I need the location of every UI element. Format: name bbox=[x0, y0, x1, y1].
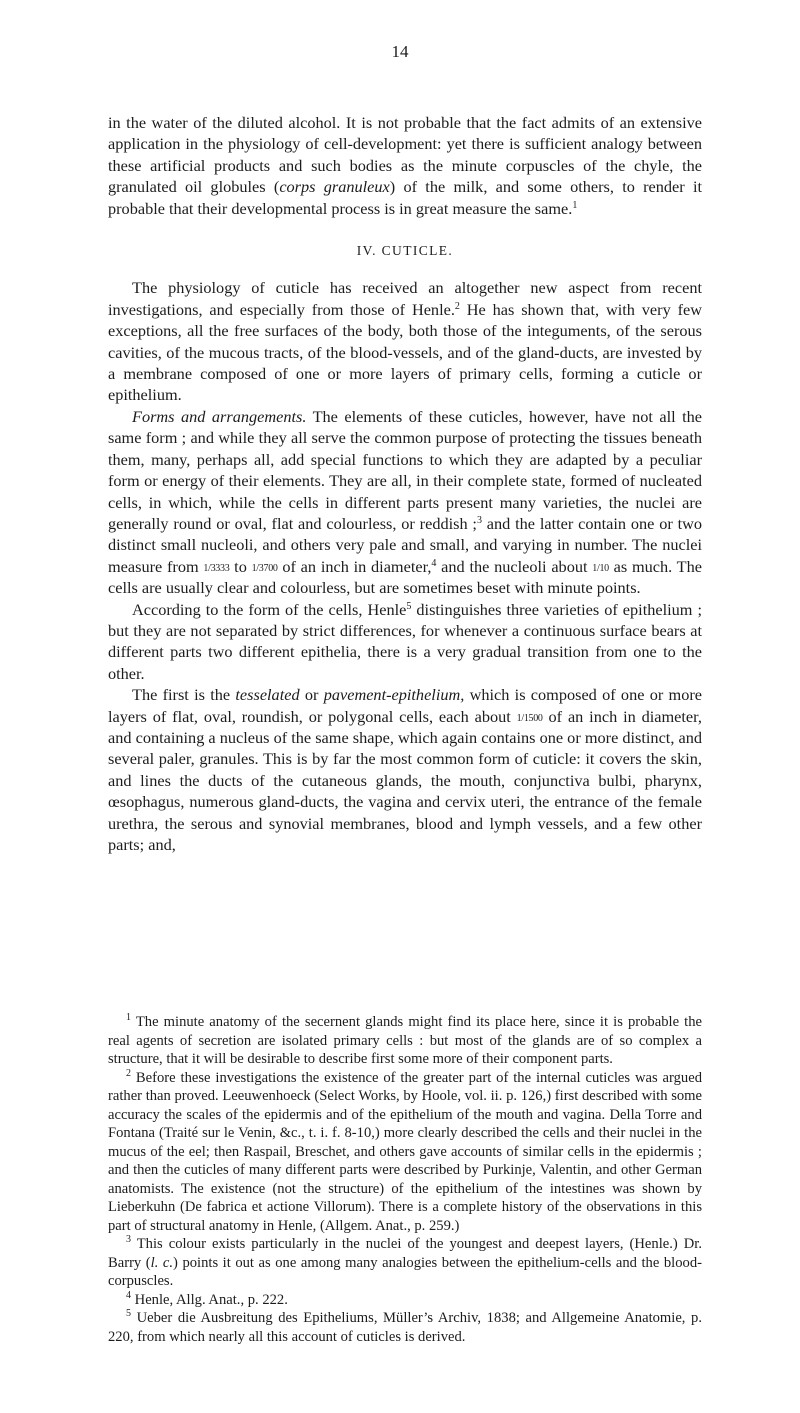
body-text bbox=[108, 112, 702, 855]
text-span: The physiology of cuticle has received an altogether new aspect from recent investigations, and especially from those of Henle. bbox=[108, 278, 702, 319]
footnote-number: 4 bbox=[126, 1289, 131, 1301]
text-span: The elements of these cuticles, however, have not all the same form ; and while they all serve the common purpose of protecting the tissues beneath them, many, perhaps all, add special functions to which they are adapted by a peculiar form or energy of their elements. They are all, in their complete state, formed of nucleated cells, in which, while the cells in different parts present many varieties, the nuclei are generally round or oval, flat and colourless, or reddish ; bbox=[108, 406, 703, 533]
footnote bbox=[108, 1235, 702, 1291]
footnote bbox=[108, 1069, 702, 1236]
italic-term: tesselated bbox=[235, 685, 300, 705]
fraction: 1/3700 bbox=[251, 562, 278, 574]
footnote-ref: 4 bbox=[431, 557, 437, 569]
italic-term: pavement-epithelium, bbox=[323, 685, 465, 705]
footnotes bbox=[108, 1013, 702, 1346]
text-span: of an inch in diameter, and containing a nucleus of the same shape, which again contains one or more distinct, and several paler, granules. This is by far the most common form of cuticle: it covers the skin, and lines the ducts of the cutaneous glands, the mouth, conjunctiva bulbi, pharynx, œsophagus, numerous gland-ducts, the vagina and cervix uteri, the entrance of the female urethra, the serous and synovial membranes, blood and lymph vessels, and a few other parts; and, bbox=[108, 706, 702, 854]
fraction: 1/3333 bbox=[203, 562, 230, 574]
footnote bbox=[108, 1309, 702, 1346]
text-span: distinguishes three varieties of epithelium ; but they are not separated by strict differences, for whenever a continuous surface bears at different parts two different epithelia, there is a very gradual transition from one to the other. bbox=[108, 599, 702, 683]
text-span: According to the form of the cells, Henle bbox=[132, 599, 407, 619]
text-span: He has shown that, with very few exceptions, all the free surfaces of the body, both those of the integuments, of the serous cavities, of the mucous tracts, of the blood-vessels, and of the gland-ducts, are invested by a membrane composed of one or more layers of primary cells, forming a cuticle or epithelium. bbox=[108, 299, 703, 405]
footnote bbox=[108, 1013, 702, 1069]
text-span: of an inch in diameter, bbox=[277, 556, 432, 576]
footnote bbox=[108, 1291, 702, 1310]
text-span: ) of the milk, and some others, to render it probable that their developmental process is in great measure the same. bbox=[108, 177, 703, 218]
footnote-ref: 1 bbox=[572, 199, 578, 211]
text-span: or bbox=[299, 685, 324, 705]
text-span: which is composed of one or more layers of flat, oval, roundish, or polygonal cells, each about bbox=[108, 685, 702, 726]
footnote-number: 2 bbox=[126, 1067, 131, 1079]
italic-heading: Forms and arrangements. bbox=[132, 406, 307, 426]
page-number: 14 bbox=[391, 42, 409, 61]
footnote-text: Ueber die Ausbreitung des Epitheliums, Müller’s Archiv, 1838; and Allgemeine Anatomie, p. 220, from which nearly all this account of cuticles is derived. bbox=[108, 1310, 702, 1345]
paragraph-intro bbox=[108, 112, 702, 219]
section-heading: IV. CUTICLE. bbox=[356, 243, 454, 259]
paragraph-cuticle bbox=[108, 277, 702, 405]
footnote-ref: 5 bbox=[406, 600, 412, 612]
footnote-number: 5 bbox=[126, 1308, 131, 1319]
footnote-ref: 3 bbox=[476, 514, 482, 526]
italic-term: l. c. bbox=[150, 1254, 174, 1271]
footnote-text: The minute anatomy of the secernent glands might find its place here, since it is probable the real agents of secretion are isolated primary cells : but most of the glands are of so complex a structure, that it will be desirable to describe first some more of their component parts. bbox=[108, 1014, 702, 1067]
footnote-number: 3 bbox=[126, 1234, 131, 1245]
text-span: The first is the bbox=[132, 685, 236, 705]
footnote-text: Before these investigations the existence of the greater part of the internal cuticles was argued rather than proved. Leeuwenhoeck (Select Works, by Hoole, vol. ii. p. 126,) first described with some accuracy the scales of the epidermis and of the epithelium of the mouth and vagina. Della Torre and Fontana (Traité sur le Venin, &c., t. i. f. 8-10,) more clearly described the cells and their nuclei in the mucus of the eel; then Raspail, Breschet, and others gave accounts of similar cells in the epidermis ; and then the cuticles of many different parts were described by Purkinje, Valentin, and other German anatomists. The existence (not the structure) of the epithelium of the intestines was shown by Lieberkuhn (De fabrica et actione Villorum). There is a complete history of the observations in this part of structural anatomy in Henle, (Allgem. Anat., p. 259.) bbox=[108, 1069, 703, 1234]
footnote-text: ) points it out as one among many analogies between the epithelium-cells and the blood-corpuscles. bbox=[108, 1254, 702, 1289]
paragraph-varieties bbox=[108, 599, 702, 685]
italic-term: corps granuleux bbox=[279, 177, 390, 197]
paragraph-tesselated bbox=[108, 684, 702, 855]
text-span: and the latter contain one or two distinct small nucleoli, and others very pale and small, and varying in number. The nuclei measure from bbox=[108, 513, 703, 576]
footnote-text: Henle, Allg. Anat., p. 222. bbox=[134, 1291, 288, 1308]
text-span: and the nucleoli about bbox=[436, 556, 593, 576]
footnote-text: This colour exists particularly in the nuclei of the youngest and deepest layers, (Henle.) Dr. Barry ( bbox=[108, 1236, 703, 1271]
text-span: in the water of the diluted alcohol. It is not probable that the fact admits of an extensive application in the physiology of cell-development: yet there is sufficient analogy between these artificial products and such bodies as the minute corpuscles of the chyle, the granulated oil globules ( bbox=[108, 113, 702, 197]
text-span: to bbox=[229, 556, 252, 576]
fraction: 1/1500 bbox=[516, 712, 543, 724]
footnote-number: 1 bbox=[126, 1012, 131, 1023]
paragraph-forms bbox=[108, 406, 702, 599]
text-span: as much. The cells are usually clear and colourless, but are sometimes beset with minute points. bbox=[108, 556, 702, 598]
footnote-ref: 2 bbox=[454, 300, 460, 312]
fraction: 1/10 bbox=[592, 562, 609, 574]
